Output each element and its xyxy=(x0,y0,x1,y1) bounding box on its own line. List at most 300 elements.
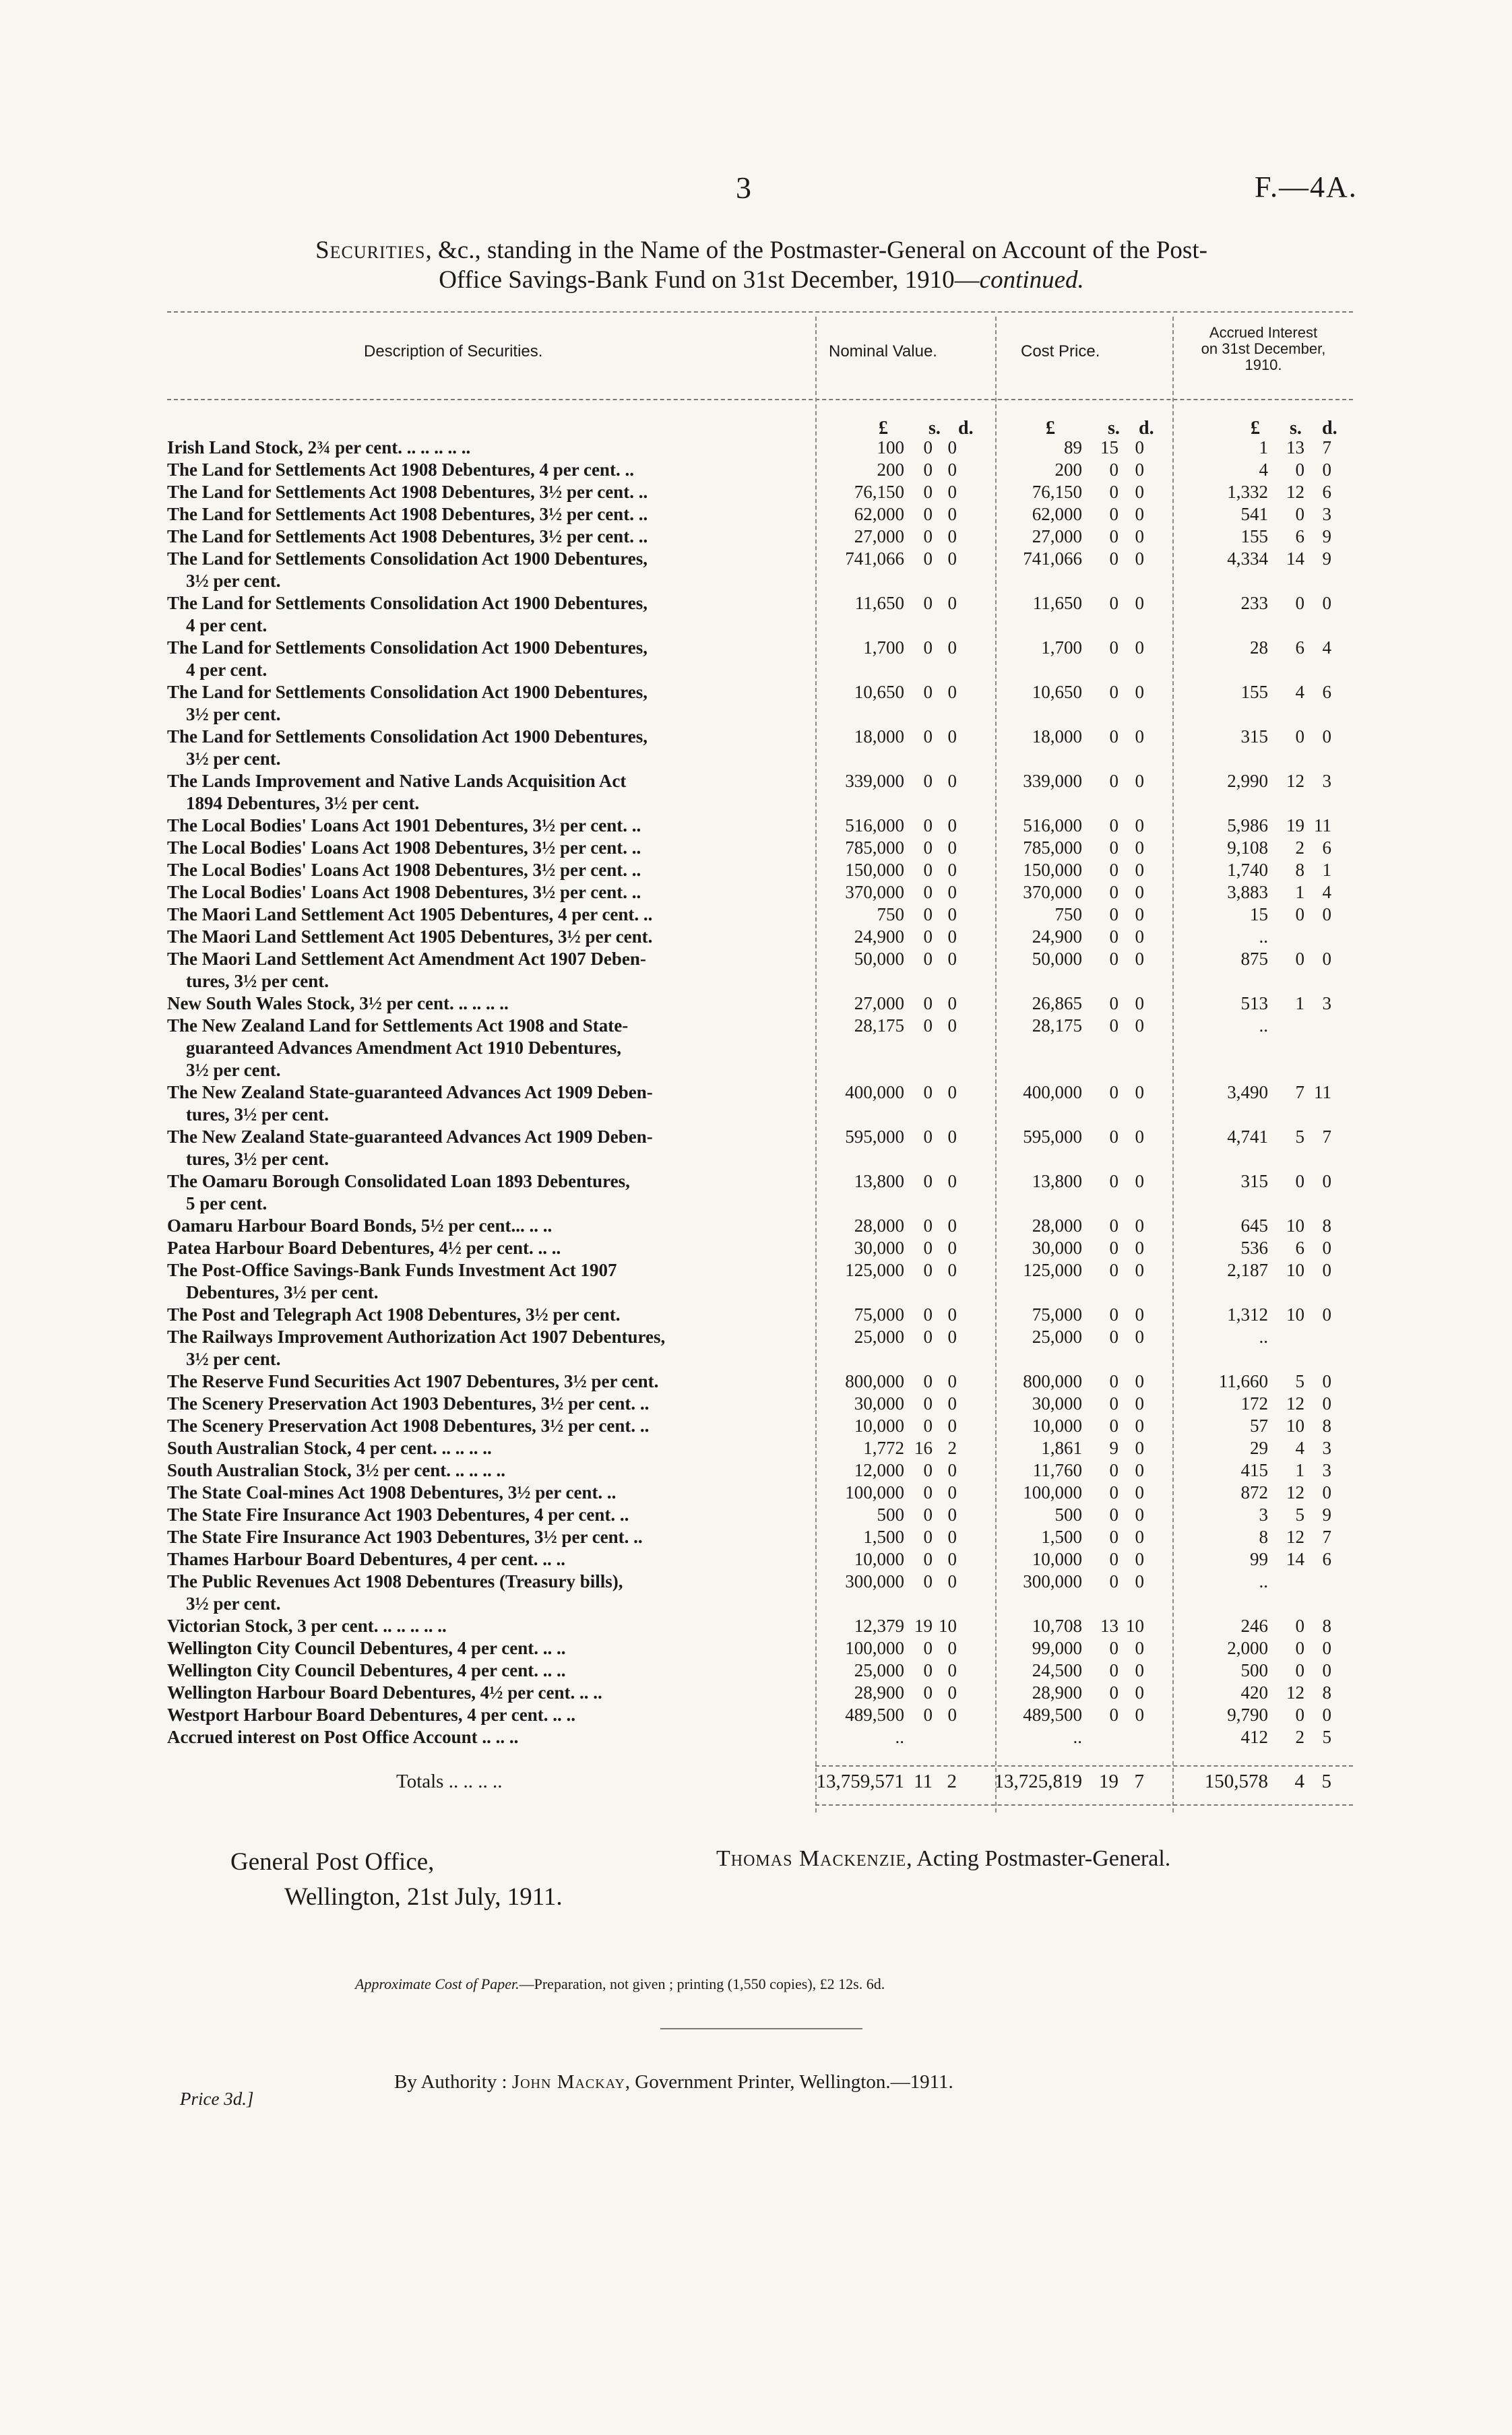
security-description xyxy=(167,526,815,548)
nominal-pounds: 200 xyxy=(877,460,904,480)
nominal-shillings: 0 xyxy=(923,1527,933,1547)
accrued-pounds: 536 xyxy=(1240,1238,1268,1258)
description-line: The Land for Settlements Act 1908 Debentures, 3½ per cent. .. xyxy=(167,504,648,524)
nominal-pence: 0 xyxy=(947,815,957,835)
cost-shillings: 0 xyxy=(1109,526,1119,546)
nominal-pence: 0 xyxy=(947,1460,957,1480)
header-bottom-rule xyxy=(167,399,1353,400)
nominal-shillings: 0 xyxy=(923,637,933,658)
cost-pounds: 516,000 xyxy=(1023,815,1082,835)
accrued-pounds: 3 xyxy=(1259,1505,1268,1525)
cost-shillings: 0 xyxy=(1109,1215,1119,1236)
cost-pounds: 76,150 xyxy=(1032,482,1082,502)
accrued-shillings: 13 xyxy=(1286,437,1304,457)
nominal-pence: 0 xyxy=(947,1127,957,1147)
table-row xyxy=(167,770,1353,815)
nominal-shillings: 0 xyxy=(923,1171,933,1191)
security-description xyxy=(167,992,815,1015)
cost-pence: 0 xyxy=(1135,1015,1144,1036)
nominal-pounds: 1,700 xyxy=(863,637,904,658)
security-description xyxy=(167,637,815,681)
table-row xyxy=(167,948,1353,992)
table-row xyxy=(167,815,1353,837)
cost-pence: 0 xyxy=(1135,860,1144,880)
accrued-pounds: 4,741 xyxy=(1227,1127,1268,1147)
description-line: South Australian Stock, 4 per cent. .. .. .. .. xyxy=(167,1438,492,1458)
nominal-shillings: 0 xyxy=(923,482,933,502)
table-row xyxy=(167,637,1353,681)
nominal-pence: 0 xyxy=(947,1505,957,1525)
description-line: The Local Bodies' Loans Act 1908 Debentures, 3½ per cent. .. xyxy=(167,860,641,880)
description-line: Wellington City Council Debentures, 4 per cent. .. .. xyxy=(167,1660,566,1680)
table-row xyxy=(167,1615,1353,1637)
column-header-cost: Cost Price. xyxy=(1021,342,1100,360)
cost-pounds: 1,500 xyxy=(1041,1527,1082,1547)
nominal-pence xyxy=(933,1726,957,1748)
title-continued: continued. xyxy=(979,266,1084,294)
accrued-shillings: 6 xyxy=(1295,637,1304,658)
accrued-shillings: 12 xyxy=(1286,482,1304,502)
cost-shillings: 0 xyxy=(1109,1393,1119,1414)
cost-pence: 0 xyxy=(1135,1482,1144,1503)
nominal-pounds: 489,500 xyxy=(845,1705,904,1725)
cost-pounds: 26,865 xyxy=(1032,993,1082,1013)
nominal-shillings: 0 xyxy=(923,837,933,858)
cost-shillings: 0 xyxy=(1109,1082,1119,1102)
nominal-pence: 0 xyxy=(947,771,957,791)
signatory-role: , Acting Postmaster-General. xyxy=(906,1846,1171,1871)
unit-shilling: s. xyxy=(928,418,941,439)
cost-pounds: 11,760 xyxy=(1032,1460,1082,1480)
description-line: New South Wales Stock, 3½ per cent. .. .. .. .. xyxy=(167,993,509,1013)
accrued-pounds: 29 xyxy=(1250,1438,1268,1458)
description-line: The Land for Settlements Act 1908 Debentures, 3½ per cent. .. xyxy=(167,482,648,502)
cost-pounds: 75,000 xyxy=(1032,1304,1082,1325)
nominal-pounds: 750 xyxy=(877,904,904,924)
table-row xyxy=(167,1326,1353,1370)
cost-pence: 0 xyxy=(1135,837,1144,858)
cost-pence: 0 xyxy=(1135,1438,1144,1458)
security-description xyxy=(167,1659,815,1682)
printer-rest: , Government Printer, Wellington.—1911. xyxy=(625,2071,953,2093)
nominal-shillings: 0 xyxy=(923,1549,933,1569)
nominal-pence: 0 xyxy=(947,1527,957,1547)
accrued-pounds: 2,187 xyxy=(1227,1260,1268,1280)
accrued-pounds: 155 xyxy=(1240,682,1268,702)
description-line: The Local Bodies' Loans Act 1908 Debentures, 3½ per cent. .. xyxy=(167,882,641,902)
accrued-pence: 7 xyxy=(1322,1127,1331,1147)
totals-row xyxy=(167,1771,1353,1793)
table-row xyxy=(167,992,1353,1015)
table-row xyxy=(167,1726,1353,1748)
description-line: The Maori Land Settlement Act Amendment Act 1907 Deben- xyxy=(167,949,646,969)
nominal-shillings: 0 xyxy=(923,1082,933,1102)
accrued-shillings: 2 xyxy=(1295,837,1304,858)
description-line: 3½ per cent. xyxy=(186,1349,281,1369)
unit-pence: d. xyxy=(958,418,974,439)
accrued-shillings: 10 xyxy=(1286,1416,1304,1436)
nominal-pence: 0 xyxy=(947,1482,957,1503)
accrued-pounds: 9,790 xyxy=(1227,1705,1268,1725)
description-line: Wellington Harbour Board Debentures, 4½ per cent. .. .. xyxy=(167,1682,602,1703)
security-description xyxy=(167,926,815,948)
cost-pence: 0 xyxy=(1135,593,1144,613)
cost-pounds: 150,000 xyxy=(1023,860,1082,880)
accrued-shillings: 0 xyxy=(1295,726,1304,747)
description-line: 5 per cent. xyxy=(186,1193,267,1213)
table-row xyxy=(167,1081,1353,1126)
description-line: The Land for Settlements Consolidation Act 1900 Debentures, xyxy=(167,548,648,569)
accrued-pounds: 1 xyxy=(1259,437,1268,457)
totals-top-rule xyxy=(815,1765,1353,1767)
security-description xyxy=(167,1393,815,1415)
table-row xyxy=(167,1393,1353,1415)
nominal-shillings: 0 xyxy=(923,1505,933,1525)
cost-pounds: 25,000 xyxy=(1032,1327,1082,1347)
security-description xyxy=(167,1726,815,1748)
description-line: The State Fire Insurance Act 1903 Debentures, 3½ per cent. .. xyxy=(167,1527,643,1547)
cost-note-label: Approximate Cost of Paper. xyxy=(355,1975,519,1992)
cost-shillings: 13 xyxy=(1100,1616,1119,1636)
totals-bottom-rule xyxy=(815,1804,1353,1806)
cost-pounds: 489,500 xyxy=(1023,1705,1082,1725)
accrued-shillings: 5 xyxy=(1295,1505,1304,1525)
cost-shillings: 0 xyxy=(1109,1171,1119,1191)
accrued-pounds: 8 xyxy=(1259,1527,1268,1547)
nominal-pence: 0 xyxy=(947,1082,957,1102)
nominal-pence: 0 xyxy=(947,1638,957,1658)
accrued-shillings: 4 xyxy=(1295,1438,1304,1458)
accrued-shillings: 1 xyxy=(1295,993,1304,1013)
nominal-pounds: .. xyxy=(895,1727,904,1747)
accrued-shillings: 10 xyxy=(1286,1304,1304,1325)
nominal-shillings: 0 xyxy=(923,504,933,524)
cost-pounds: 300,000 xyxy=(1023,1571,1082,1591)
nominal-pounds: 28,900 xyxy=(854,1682,904,1703)
security-description xyxy=(167,1548,815,1571)
nominal-pence: 0 xyxy=(947,1215,957,1236)
cost-pence: 0 xyxy=(1135,815,1144,835)
cost-shillings: 0 xyxy=(1109,548,1119,569)
description-line: Irish Land Stock, 2¾ per cent. .. .. .. .. .. xyxy=(167,437,471,457)
nominal-pence: 0 xyxy=(947,526,957,546)
description-line: Patea Harbour Board Debentures, 4½ per cent. .. .. xyxy=(167,1238,561,1258)
nominal-shillings: 0 xyxy=(923,1304,933,1325)
cost-shillings: 0 xyxy=(1109,682,1119,702)
nominal-pounds: 28,000 xyxy=(854,1215,904,1236)
cost-pounds: 125,000 xyxy=(1023,1260,1082,1280)
cost-shillings: 0 xyxy=(1109,1482,1119,1503)
nominal-pence: 0 xyxy=(947,593,957,613)
security-description xyxy=(167,1081,815,1126)
table-row xyxy=(167,1415,1353,1437)
accrued-header-line3: 1910. xyxy=(1245,356,1282,373)
unit-pound: £ xyxy=(879,418,888,439)
description-line: 1894 Debentures, 3½ per cent. xyxy=(186,793,420,813)
accrued-pence: 11 xyxy=(1314,1082,1331,1102)
accrued-pence xyxy=(1304,1015,1331,1081)
description-line: 4 per cent. xyxy=(186,660,267,680)
accrued-shillings: 0 xyxy=(1295,904,1304,924)
table-row xyxy=(167,548,1353,592)
security-description xyxy=(167,1170,815,1215)
table-row xyxy=(167,726,1353,770)
accrued-pence xyxy=(1304,1571,1331,1615)
description-line: 3½ per cent. xyxy=(186,1593,281,1614)
table-row xyxy=(167,481,1353,503)
table-row xyxy=(167,1482,1353,1504)
accrued-shillings: 4 xyxy=(1295,682,1304,702)
accrued-pounds: 645 xyxy=(1240,1215,1268,1236)
cost-pounds: 10,000 xyxy=(1032,1549,1082,1569)
accrued-pounds: 57 xyxy=(1250,1416,1268,1436)
table-row xyxy=(167,1526,1353,1548)
nominal-pounds: 339,000 xyxy=(845,771,904,791)
description-line: Victorian Stock, 3 per cent. .. .. .. .. .. xyxy=(167,1616,447,1636)
cost-pence: 0 xyxy=(1135,1327,1144,1347)
cost-pounds: 18,000 xyxy=(1032,726,1082,747)
nominal-pence: 0 xyxy=(947,837,957,858)
accrued-shillings: 0 xyxy=(1295,1705,1304,1725)
accrued-pence: 8 xyxy=(1322,1616,1331,1636)
cost-pounds: 595,000 xyxy=(1023,1127,1082,1147)
nominal-shillings: 0 xyxy=(923,460,933,480)
nominal-pounds: 500 xyxy=(877,1505,904,1525)
nominal-pounds: 13,800 xyxy=(854,1171,904,1191)
security-description xyxy=(167,1682,815,1704)
accrued-pounds: 155 xyxy=(1240,526,1268,546)
cost-pounds: 500 xyxy=(1054,1505,1082,1525)
accrued-pence: 0 xyxy=(1322,1660,1331,1680)
description-line: The Oamaru Borough Consolidated Loan 1893 Debentures, xyxy=(167,1171,630,1191)
cost-pence: 0 xyxy=(1135,504,1144,524)
nominal-pence: 0 xyxy=(947,1705,957,1725)
accrued-pence: 0 xyxy=(1322,1638,1331,1658)
description-line: The Land for Settlements Consolidation Act 1900 Debentures, xyxy=(167,726,648,747)
cost-pence: 10 xyxy=(1126,1616,1144,1636)
printer-imprint xyxy=(394,2071,953,2093)
cost-pounds: 10,650 xyxy=(1032,682,1082,702)
cost-pence: 0 xyxy=(1135,1549,1144,1569)
nominal-pounds: 27,000 xyxy=(854,993,904,1013)
table-row xyxy=(167,1682,1353,1704)
accrued-pounds: 246 xyxy=(1240,1616,1268,1636)
nominal-pence: 0 xyxy=(947,504,957,524)
cost-pence: 0 xyxy=(1135,771,1144,791)
accrued-shillings xyxy=(1268,1326,1304,1370)
security-description xyxy=(167,837,815,859)
nominal-pounds: 10,000 xyxy=(854,1549,904,1569)
security-description xyxy=(167,1015,815,1081)
accrued-pence: 0 xyxy=(1322,1393,1331,1414)
cost-pence: 0 xyxy=(1135,1371,1144,1391)
cost-pence: 0 xyxy=(1135,1304,1144,1325)
nominal-pence: 2 xyxy=(947,1438,957,1458)
cost-shillings: 0 xyxy=(1109,815,1119,835)
security-description xyxy=(167,1459,815,1482)
cost-pounds: 24,500 xyxy=(1032,1660,1082,1680)
cost-pounds: 30,000 xyxy=(1032,1393,1082,1414)
unit-pound: £ xyxy=(1046,418,1055,439)
cost-pence: 0 xyxy=(1135,1393,1144,1414)
totals-cost-pence: 7 xyxy=(1134,1771,1144,1792)
cost-pence: 0 xyxy=(1135,1682,1144,1703)
accrued-shillings: 10 xyxy=(1286,1260,1304,1280)
accrued-pounds: 2,990 xyxy=(1227,771,1268,791)
cost-pence: 0 xyxy=(1135,548,1144,569)
description-line: 4 per cent. xyxy=(186,615,267,635)
accrued-pence: 3 xyxy=(1322,993,1331,1013)
nominal-pounds: 11,650 xyxy=(854,593,904,613)
accrued-pounds: 1,740 xyxy=(1227,860,1268,880)
description-line: Accrued interest on Post Office Account .. .. .. xyxy=(167,1727,519,1747)
accrued-pence: 0 xyxy=(1322,1260,1331,1280)
nominal-shillings xyxy=(904,1726,933,1748)
security-description xyxy=(167,1571,815,1615)
accrued-pence: 4 xyxy=(1322,882,1331,902)
accrued-pence: 3 xyxy=(1322,1460,1331,1480)
nominal-pounds: 1,772 xyxy=(863,1438,904,1458)
cost-shillings: 0 xyxy=(1109,993,1119,1013)
cost-pence: 0 xyxy=(1135,1527,1144,1547)
cost-shillings: 0 xyxy=(1109,1304,1119,1325)
accrued-pounds: 412 xyxy=(1240,1727,1268,1747)
table-row xyxy=(167,1704,1353,1726)
nominal-shillings: 0 xyxy=(923,1215,933,1236)
nominal-pence: 0 xyxy=(947,460,957,480)
cost-shillings: 0 xyxy=(1109,1638,1119,1658)
accrued-pence: 3 xyxy=(1322,1438,1331,1458)
cost-shillings: 9 xyxy=(1109,1438,1119,1458)
security-description xyxy=(167,1326,815,1370)
table-row xyxy=(167,926,1353,948)
nominal-pounds: 30,000 xyxy=(854,1393,904,1414)
nominal-shillings: 0 xyxy=(923,1571,933,1591)
cost-shillings: 0 xyxy=(1109,1127,1119,1147)
cost-pence: 0 xyxy=(1135,1260,1144,1280)
accrued-shillings: 6 xyxy=(1295,526,1304,546)
cost-pounds: 13,800 xyxy=(1032,1171,1082,1191)
accrued-header-line1: Accrued Interest xyxy=(1209,324,1318,341)
column-header-nominal: Nominal Value. xyxy=(829,342,937,360)
security-description xyxy=(167,459,815,481)
footer-rule xyxy=(660,2028,862,2029)
totals-cost-pounds: 13,725,819 xyxy=(994,1771,1082,1792)
accrued-shillings xyxy=(1268,1015,1304,1081)
nominal-shillings: 0 xyxy=(923,1705,933,1725)
accrued-pence: 6 xyxy=(1322,682,1331,702)
totals-nominal-shillings: 11 xyxy=(914,1771,933,1792)
cost-shillings: 0 xyxy=(1109,460,1119,480)
cost-pounds: 28,900 xyxy=(1032,1682,1082,1703)
description-line: The Local Bodies' Loans Act 1901 Debentures, 3½ per cent. .. xyxy=(167,815,641,835)
accrued-pence: 8 xyxy=(1322,1215,1331,1236)
cost-pence: 0 xyxy=(1135,1127,1144,1147)
description-line: guaranteed Advances Amendment Act 1910 Debentures, xyxy=(186,1038,621,1058)
security-description xyxy=(167,1237,815,1259)
nominal-pounds: 400,000 xyxy=(845,1082,904,1102)
description-line: The Land for Settlements Act 1908 Debentures, 4 per cent. .. xyxy=(167,460,634,480)
accrued-pence: 6 xyxy=(1322,837,1331,858)
cost-shillings: 0 xyxy=(1109,882,1119,902)
nominal-pounds: 10,650 xyxy=(854,682,904,702)
accrued-shillings xyxy=(1268,1571,1304,1615)
cost-pence: 0 xyxy=(1135,1571,1144,1591)
accrued-shillings: 10 xyxy=(1286,1215,1304,1236)
nominal-pounds: 12,379 xyxy=(854,1616,904,1636)
security-description xyxy=(167,1615,815,1637)
nominal-pence: 0 xyxy=(947,949,957,969)
accrued-pounds: 513 xyxy=(1240,993,1268,1013)
nominal-shillings: 0 xyxy=(923,1482,933,1503)
cost-shillings xyxy=(1082,1726,1119,1748)
nominal-pence: 0 xyxy=(947,1260,957,1280)
security-description xyxy=(167,1482,815,1504)
security-description xyxy=(167,1370,815,1393)
totals-accrued-shillings: 4 xyxy=(1294,1771,1304,1792)
accrued-pence: 0 xyxy=(1322,904,1331,924)
table-row xyxy=(167,681,1353,726)
description-line: The Land for Settlements Act 1908 Debentures, 3½ per cent. .. xyxy=(167,526,648,546)
accrued-shillings: 7 xyxy=(1295,1082,1304,1102)
nominal-shillings: 0 xyxy=(923,1127,933,1147)
cost-pence xyxy=(1119,1726,1144,1748)
accrued-pounds: 541 xyxy=(1240,504,1268,524)
accrued-shillings: 12 xyxy=(1286,1527,1304,1547)
cost-shillings: 0 xyxy=(1109,1015,1119,1036)
description-line: The Scenery Preservation Act 1903 Debentures, 3½ per cent. .. xyxy=(167,1393,650,1414)
description-line: 3½ per cent. xyxy=(186,704,281,724)
accrued-pounds: 172 xyxy=(1240,1393,1268,1414)
securities-table xyxy=(167,437,1353,1748)
accrued-pence: 0 xyxy=(1322,1482,1331,1503)
cost-pence: 0 xyxy=(1135,1705,1144,1725)
accrued-pounds: 4 xyxy=(1259,460,1268,480)
accrued-pounds: 233 xyxy=(1240,593,1268,613)
accrued-pence: 0 xyxy=(1322,949,1331,969)
header-top-rule xyxy=(167,311,1353,313)
accrued-pounds: 315 xyxy=(1240,1171,1268,1191)
accrued-shillings: 14 xyxy=(1286,1549,1304,1569)
cost-pounds: 99,000 xyxy=(1032,1638,1082,1658)
cost-shillings: 0 xyxy=(1109,860,1119,880)
security-description xyxy=(167,681,815,726)
cost-pounds: 28,000 xyxy=(1032,1215,1082,1236)
nominal-pounds: 100,000 xyxy=(845,1482,904,1503)
description-line: The Railways Improvement Authorization Act 1907 Debentures, xyxy=(167,1327,666,1347)
accrued-pounds: 2,000 xyxy=(1227,1638,1268,1658)
signature-place xyxy=(230,1845,563,1915)
security-description xyxy=(167,481,815,503)
accrued-pounds: .. xyxy=(1259,1015,1268,1036)
nominal-pence: 0 xyxy=(947,726,957,747)
document-code: F.—4A. xyxy=(1255,170,1358,203)
nominal-shillings: 19 xyxy=(914,1616,933,1636)
accrued-pence: 11 xyxy=(1314,815,1331,835)
accrued-pence: 0 xyxy=(1322,1705,1331,1725)
nominal-pence: 0 xyxy=(947,1015,957,1036)
totals-accrued-pounds: 150,578 xyxy=(1204,1771,1268,1792)
cost-shillings: 0 xyxy=(1109,904,1119,924)
table-row xyxy=(167,1437,1353,1459)
nominal-pounds: 50,000 xyxy=(854,949,904,969)
security-description xyxy=(167,1415,815,1437)
cost-pence: 0 xyxy=(1135,882,1144,902)
page-title xyxy=(175,236,1348,295)
description-line: Oamaru Harbour Board Bonds, 5½ per cent... .. .. xyxy=(167,1215,553,1236)
nominal-pounds: 25,000 xyxy=(854,1660,904,1680)
nominal-pounds: 28,175 xyxy=(854,1015,904,1036)
